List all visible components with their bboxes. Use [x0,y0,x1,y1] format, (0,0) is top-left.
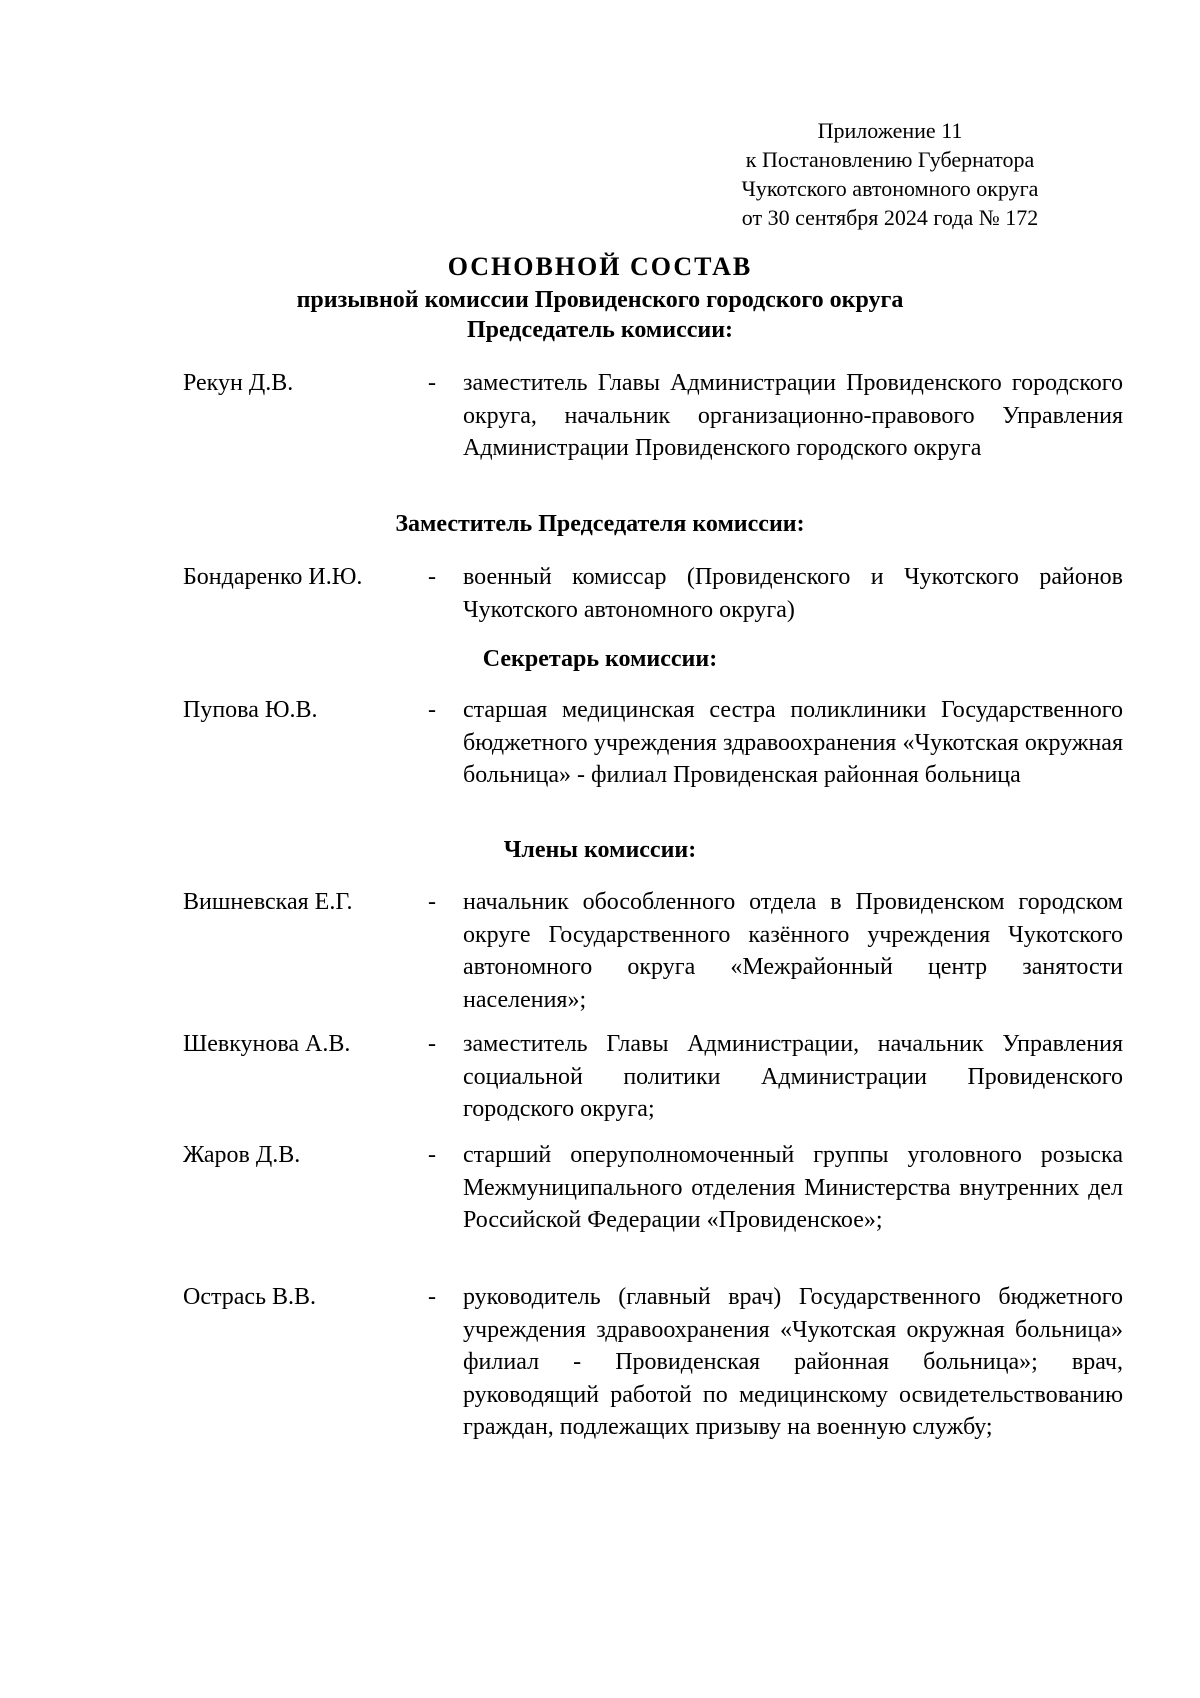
heading-chairman: Председатель комиссии: [466,317,734,343]
person-position: начальник обособленного отдела в Провиденском городском округе Государственного казённого учреждения Чукотского автономного округа «Межрайонный центр занятости населения»; [463,889,1123,1013]
dash-separator: - [428,1031,436,1057]
entry-chairman [183,367,1123,465]
appendix-line-4: от 30 сентября 2024 года № 172 [741,205,1039,230]
appendix-line-2: к Постановлению Губернатора [745,147,1035,172]
person-position: заместитель Главы Администрации Провиденского городского округа, начальник организационно-правового Управления Администрации Провиденского городского округа [463,370,1123,461]
entry-member-2 [183,1028,1123,1126]
appendix-note [700,116,1080,232]
dash-separator: - [428,1284,436,1310]
person-name: Пупова Ю.В. [183,697,318,723]
person-position: старшая медицинская сестра поликлиники Государственного бюджетного учреждения здравоохранения «Чукотская окружная больница» - филиал Провиденская районная больница [463,697,1123,788]
dash-separator: - [428,697,436,723]
entry-deputy [183,561,1123,626]
entry-member-1 [183,886,1123,1016]
entry-secretary [183,694,1123,792]
dash-separator: - [428,1142,436,1168]
person-name: Бондаренко И.Ю. [183,564,363,590]
dash-separator: - [428,564,436,590]
entry-member-3 [183,1139,1123,1237]
appendix-line-1: Приложение 11 [817,118,963,143]
person-position: старший оперуполномоченный группы уголовного розыска Межмуниципального отделения Министерства внутренних дел Российской Федерации «Провиденское»; [463,1142,1123,1233]
entry-member-4 [183,1281,1123,1444]
heading-members: Члены комиссии: [503,837,697,863]
appendix-line-3: Чукотского автономного округа [741,176,1039,201]
person-position: руководитель (главный врач) Государственного бюджетного учреждения здравоохранения «Чукотская окружная больница» филиал - Провиденская районная больница»; врач, руководящий работой по медицинскому освидетельствованию граждан, подлежащих призыву на военную службу; [463,1284,1123,1440]
dash-separator: - [428,889,436,915]
document-title: ОСНОВНОЙ СОСТАВ [447,252,753,281]
person-name: Жаров Д.В. [183,1142,301,1168]
person-name: Вишневская Е.Г. [183,889,353,915]
document-subtitle: призывной комиссии Провиденского городского округа [296,287,904,313]
title-block [150,250,1050,316]
person-position: заместитель Главы Администрации, начальник Управления социальной политики Администрации Провиденского городского округа; [463,1031,1123,1122]
heading-deputy: Заместитель Председателя комиссии: [395,511,805,537]
person-name: Рекун Д.В. [183,370,294,396]
heading-secretary: Секретарь комиссии: [482,646,718,672]
dash-separator: - [428,370,436,396]
person-name: Острась В.В. [183,1284,317,1310]
person-name: Шевкунова А.В. [183,1031,351,1057]
person-position: военный комиссар (Провиденского и Чукотского районов Чукотского автономного округа) [463,564,1123,623]
